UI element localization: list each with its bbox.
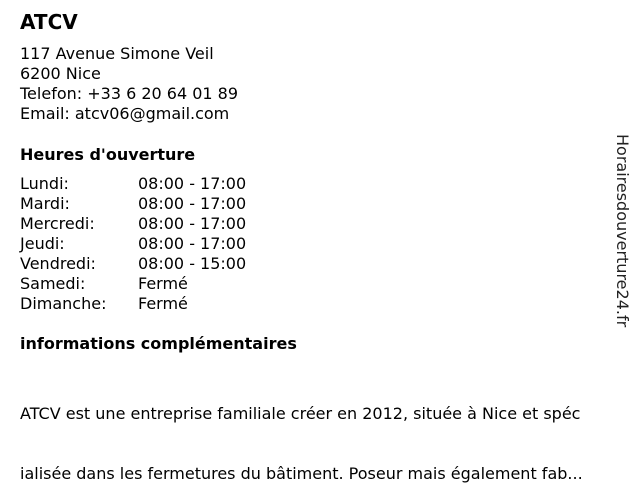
day-hours: Fermé [138,274,188,293]
day-hours: 08:00 - 17:00 [138,234,247,253]
email-line: Email: atcv06@gmail.com [20,104,230,123]
day-label: Dimanche: [20,294,107,313]
day-hours: 08:00 - 17:00 [138,174,247,193]
day-label: Vendredi: [20,254,96,273]
additional-info-heading: informations complémentaires [20,334,297,353]
address-street: 117 Avenue Simone Veil [20,44,214,63]
day-hours: Fermé [138,294,188,313]
phone-line: Telefon: +33 6 20 64 01 89 [20,84,239,103]
day-hours: 08:00 - 15:00 [138,254,247,273]
day-label: Lundi: [20,174,69,193]
hours-row-thursday [20,234,246,254]
site-watermark: Horairesdouverture24.fr [613,134,632,328]
day-label: Samedi: [20,274,86,293]
hours-row-friday [20,254,246,274]
hours-row-tuesday [20,194,246,214]
hours-row-wednesday [20,214,246,234]
day-label: Mercredi: [20,214,95,233]
address-city: 6200 Nice [20,64,101,83]
business-name: ATCV [20,10,78,34]
opening-hours-heading: Heures d'ouverture [20,145,196,164]
contact-block [20,44,238,124]
day-label: Jeudi: [20,234,65,253]
hours-row-monday [20,174,246,194]
additional-info-text [20,364,630,504]
hours-row-sunday [20,294,246,314]
description-line-2: ialisée dans les fermetures du bâtiment. Poseur mais également fab... [20,464,583,483]
description-line-1: ATCV est une entreprise familiale créer en 2012, située à Nice et spéc [20,404,581,423]
opening-hours-table [20,174,246,314]
day-hours: 08:00 - 17:00 [138,194,247,213]
day-hours: 08:00 - 17:00 [138,214,247,233]
day-label: Mardi: [20,194,70,213]
hours-row-saturday [20,274,246,294]
